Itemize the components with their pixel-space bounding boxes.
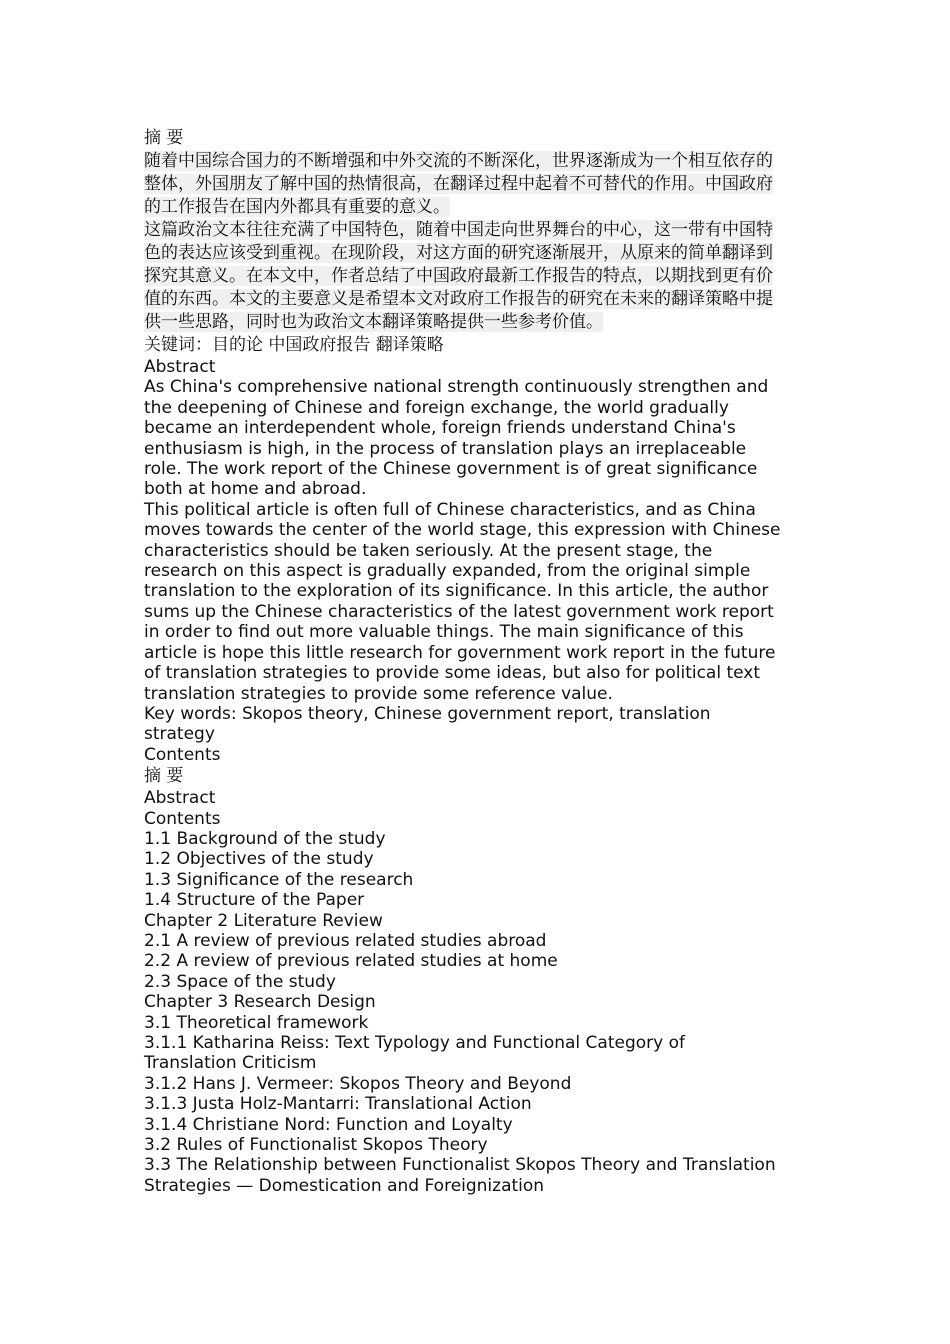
en-abstract-p2-line: translation strategies to provide some reference value. — [144, 683, 613, 704]
document-page — [144, 127, 814, 1196]
toc-item-chapter-3[interactable]: Chapter 3 Research Design — [144, 992, 376, 1013]
en-abstract-p2-line: This political article is often full of Chinese characteristics, and as China — [144, 499, 756, 520]
toc-item-3-3[interactable]: 3.3 The Relationship between Functionalist Skopos Theory and Translation — [144, 1155, 776, 1176]
toc-item-1-2[interactable]: 1.2 Objectives of the study — [144, 849, 374, 870]
en-abstract-p1-line: As China's comprehensive national strength continuously strengthen and — [144, 377, 769, 398]
toc-item-1-4[interactable]: 1.4 Structure of the Paper — [144, 890, 365, 911]
en-abstract-p1-line: role. The work report of the Chinese government is of great significance — [144, 459, 758, 480]
en-abstract-heading: Abstract — [144, 357, 216, 377]
en-keywords-line: Key words: Skopos theory, Chinese government report, translation — [144, 703, 711, 724]
en-abstract-p2-line: characteristics should be taken seriously. At the present stage, the — [144, 540, 713, 561]
en-abstract-p1-line: the deepening of Chinese and foreign exchange, the world gradually — [144, 397, 729, 418]
contents-heading: Contents — [144, 744, 221, 765]
zh-abstract-p2-line: 探究其意义。在本文中，作者总结了中国政府最新工作报告的特点，以期找到更有价 — [144, 266, 773, 286]
toc-item-2-1[interactable]: 2.1 A review of previous related studies abroad — [144, 930, 547, 951]
toc-item-1-1[interactable]: 1.1 Background of the study — [144, 828, 386, 849]
en-abstract-p1-line: became an interdependent whole, foreign friends understand China's — [144, 418, 736, 439]
toc-item-3-2[interactable]: 3.2 Rules of Functionalist Skopos Theory — [144, 1135, 488, 1156]
toc-item-1-3[interactable]: 1.3 Significance of the research — [144, 869, 414, 890]
en-abstract-p2-line: research on this aspect is gradually expanded, from the original simple — [144, 561, 751, 582]
en-abstract-p2-line: article is hope this little research for government work report in the future — [144, 642, 776, 663]
en-abstract-p1-line: enthusiasm is high, in the process of translation plays an irreplaceable — [144, 438, 747, 459]
zh-abstract-p1-line: 整体，外国朋友了解中国的热情很高，在翻译过程中起着不可替代的作用。中国政府 — [144, 174, 773, 194]
en-abstract-p2-line: moves towards the center of the world stage, this expression with Chinese — [144, 520, 781, 541]
zh-abstract-p2-line: 色的表达应该受到重视。在现阶段，对这方面的研究逐渐展开，从原来的简单翻译到 — [144, 243, 773, 263]
toc-item-abstract[interactable]: Abstract — [144, 788, 216, 809]
toc-item-2-2[interactable]: 2.2 A review of previous related studies at home — [144, 951, 558, 972]
toc-item-zh-abstract[interactable]: 摘 要 — [144, 766, 184, 787]
en-abstract-paragraph-2 — [144, 500, 814, 704]
toc-item-chapter-2[interactable]: Chapter 2 Literature Review — [144, 910, 383, 931]
zh-abstract-p1-line: 随着中国综合国力的不断增强和中外交流的不断深化，世界逐渐成为一个相互依存的 — [144, 151, 773, 171]
table-of-contents — [144, 765, 814, 1196]
toc-item-3-1-1[interactable]: 3.1.1 Katharina Reiss: Text Typology and Functional Category of — [144, 1033, 686, 1053]
zh-abstract-paragraph-2 — [144, 219, 814, 334]
en-abstract-p2-line: of translation strategies to provide some ideas, but also for political text — [144, 663, 761, 684]
en-keywords — [144, 704, 814, 745]
en-abstract-p2-line: translation to the exploration of its significance. In this article, the author — [144, 581, 769, 602]
toc-item-3-1-4[interactable]: 3.1.4 Christiane Nord: Function and Loyalty — [144, 1114, 513, 1135]
zh-abstract-p2-line: 供一些思路，同时也为政治文本翻译策略提供一些参考价值。 — [144, 312, 603, 332]
zh-abstract-heading: 摘 要 — [144, 128, 184, 148]
zh-abstract-p2-line: 这篇政治文本往往充满了中国特色，随着中国走向世界舞台的中心，这一带有中国特 — [144, 220, 773, 240]
zh-abstract-paragraph-1 — [144, 150, 814, 219]
zh-keywords: 关键词：目的论 中国政府报告 翻译策略 — [144, 335, 444, 355]
zh-abstract-p2-line: 值的东西。本文的主要意义是希望本文对政府工作报告的研究在未来的翻译策略中提 — [144, 289, 773, 309]
zh-abstract-p1-line: 的工作报告在国内外都具有重要的意义。 — [144, 197, 450, 217]
toc-item-3-1[interactable]: 3.1 Theoretical framework — [144, 1012, 369, 1033]
en-abstract-p2-line: sums up the Chinese characteristics of the latest government work report — [144, 601, 774, 622]
toc-item-3-1-1-cont[interactable]: Translation Criticism — [144, 1053, 317, 1074]
en-abstract-p1-line: both at home and abroad. — [144, 479, 367, 500]
en-abstract-paragraph-1 — [144, 377, 814, 499]
toc-item-2-3[interactable]: 2.3 Space of the study — [144, 971, 336, 992]
toc-item-3-1-2[interactable]: 3.1.2 Hans J. Vermeer: Skopos Theory and Beyond — [144, 1073, 572, 1094]
en-keywords-line: strategy — [144, 724, 215, 745]
toc-item-3-1-3[interactable]: 3.1.3 Justa Holz-Mantarri: Translational Action — [144, 1094, 532, 1115]
toc-item-contents[interactable]: Contents — [144, 808, 221, 829]
toc-item-3-3-cont[interactable]: Strategies — Domestication and Foreignization — [144, 1175, 545, 1196]
en-abstract-p2-line: in order to find out more valuable things. The main significance of this — [144, 622, 744, 643]
